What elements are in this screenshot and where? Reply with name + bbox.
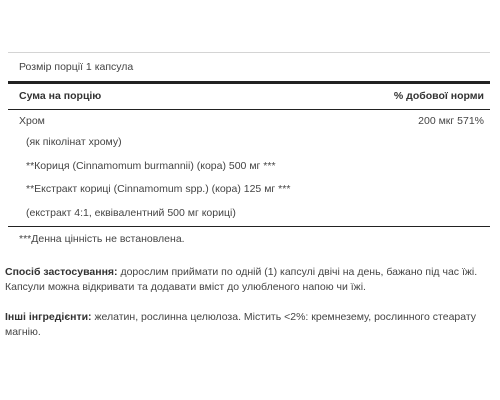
other-ingredients-text: желатин, рослинна целюлоза. Містить <2%: кремнезему, рослинного стеарату магнію.: [5, 311, 477, 338]
nutrient-name: Хром: [19, 115, 45, 127]
nutrient-row-chromium: [8, 111, 490, 131]
usage-label: Спосіб застосування:: [5, 266, 118, 278]
footnote: ***Денна цінність не встановлена.: [8, 226, 490, 252]
sub-item: (екстракт 4:1, еквівалентний 500 мг кориці): [26, 206, 236, 219]
table-header: [8, 84, 490, 110]
amount-per-serving-header: Сума на порцію: [19, 90, 102, 102]
nutrient-amount-dv: 200 мкг 571%: [418, 115, 484, 127]
serving-size: Розмір порції 1 капсула: [8, 52, 490, 84]
other-ingredients-paragraph: [5, 310, 493, 340]
other-ingredients-label: Інші інгредієнти:: [5, 311, 92, 323]
usage-paragraph: [5, 265, 493, 295]
usage-text: дорослим приймати по одній (1) капсулі двічі на день, бажано під час їжі. Капсули можна відкривати та додавати вміст до улюбленого напою чи їжі.: [5, 266, 478, 293]
sub-item: **Екстракт кориці (Cinnamomum spp.) (кора) 125 мг ***: [26, 183, 291, 195]
daily-value-header: % добової норми: [393, 90, 484, 102]
supplement-facts-table: [8, 52, 490, 252]
sub-item: (як піколінат хрому): [26, 136, 122, 148]
sub-item: **Кориця (Cinnamomum burmannii) (кора) 500 мг ***: [26, 159, 276, 172]
